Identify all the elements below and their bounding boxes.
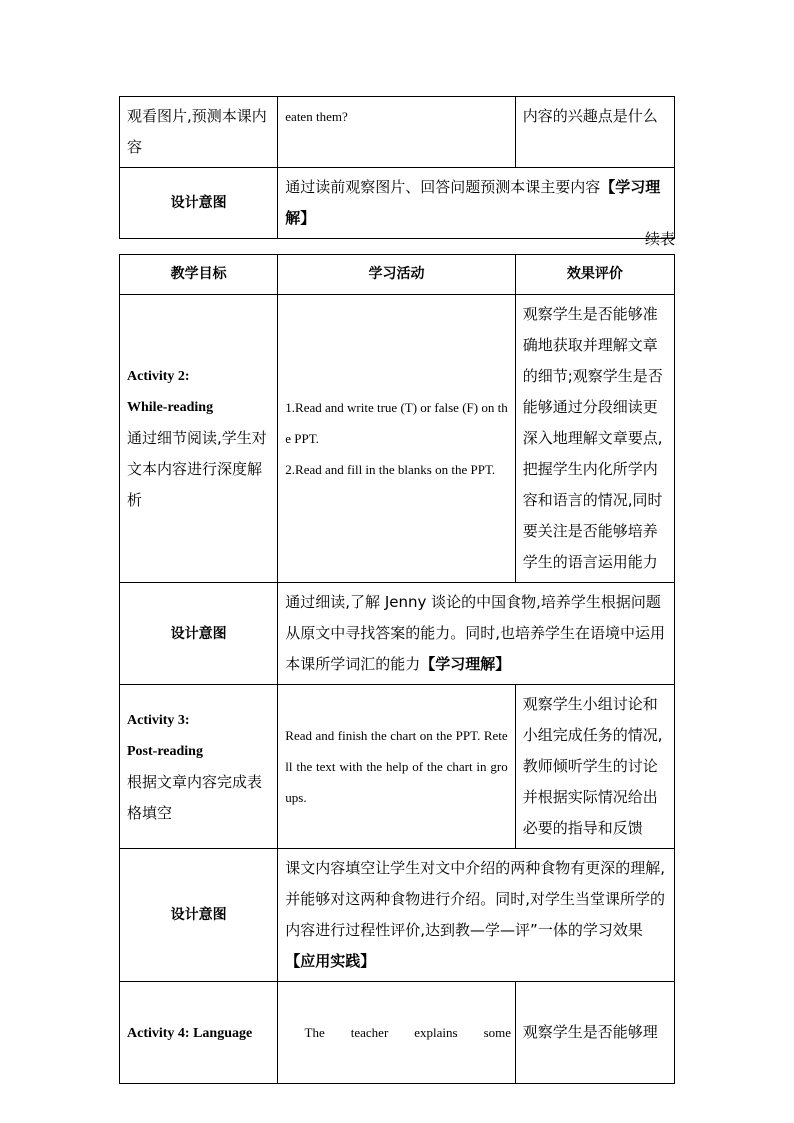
design2-text: 通过细读,了解 Jenny 谈论的中国食物,培养学生根据问题从原文中寻找答案的能力。同时,也培养学生在语境中运用本课所学词汇的能力	[285, 593, 666, 673]
activity2-step2: 2.Read and fill in the blanks on the PPT.	[285, 462, 496, 477]
header-goal: 教学目标	[120, 255, 278, 295]
activity-text: eaten them?	[285, 109, 348, 124]
main-table	[119, 254, 675, 1084]
header-row	[120, 255, 675, 295]
design-label: 设计意图	[170, 195, 227, 211]
design-tag: 【学习理解】	[285, 178, 661, 227]
design2-text-cell	[278, 583, 675, 685]
table-row	[120, 982, 675, 1084]
activity2-activity-cell	[278, 295, 515, 583]
top-table	[119, 96, 675, 239]
table-row	[120, 295, 675, 583]
activity3-title: Activity 3:	[127, 712, 190, 728]
activity4-goal-cell	[120, 982, 278, 1084]
table-row	[120, 685, 675, 849]
continuation-label: 续表	[644, 230, 675, 248]
activity3-goal: 根据文章内容完成表格填空	[127, 772, 263, 822]
design2-tag: 【学习理解】	[420, 655, 511, 673]
activity3-subtitle: Post-reading	[127, 743, 203, 759]
header-activity: 学习活动	[278, 255, 515, 295]
table-row	[120, 583, 675, 685]
activity2-subtitle: While-reading	[127, 400, 214, 415]
activity-cell	[278, 97, 515, 168]
activity4-title: Activity 4: Language	[127, 1025, 253, 1041]
activity2-title: Activity 2:	[127, 369, 190, 384]
header-evaluation: 效果评价	[515, 255, 674, 295]
design3-label: 设计意图	[170, 907, 227, 923]
design-text: 通过读前观察图片、回答问题预测本课主要内容	[285, 178, 601, 196]
activity2-step1: 1.Read and write true (T) or false (F) on the PPT.	[285, 400, 508, 446]
activity3-goal-cell	[120, 685, 278, 849]
activity4-evaluation: 观察学生是否能够理	[522, 1023, 658, 1041]
activity2-evaluation: 观察学生是否能够准确地获取并理解文章的细节;观察学生是否能够通过分段细读更深入地理解文章要点,把握学生内化所学内容和语言的情况,同时要关注是否能够培养学生的语言运用能力	[522, 305, 663, 571]
table-row	[120, 97, 675, 168]
design3-text: 课文内容填空让学生对文中介绍的两种食物有更深的理解,并能够对这两种食物进行介绍。同时,对学生当堂课所学的内容进行过程性评价,达到教—学—评”一体的学习效果	[285, 859, 666, 939]
activity3-evaluation-cell	[515, 685, 674, 849]
activity2-goal-cell	[120, 295, 278, 583]
activity4-evaluation-cell	[515, 982, 674, 1084]
goal-cell	[120, 97, 278, 168]
activity2-goal: 通过细节阅读,学生对文本内容进行深度解析	[127, 429, 267, 509]
activity2-evaluation-cell	[515, 295, 674, 583]
activity3-activity-cell	[278, 685, 515, 849]
design3-label-cell	[120, 849, 278, 982]
activity4-activity: The teacher explains some	[304, 1025, 512, 1040]
goal-text: 观看图片,预测本课内容	[127, 107, 267, 156]
table-row	[120, 849, 675, 982]
evaluation-cell	[515, 97, 674, 168]
design2-label-cell	[120, 583, 278, 685]
activity3-evaluation: 观察学生小组讨论和小组完成任务的情况,教师倾听学生的讨论并根据实际情况给出必要的指导和反馈	[522, 695, 663, 837]
activity3-activity: Read and finish the chart on the PPT. Retell the text with the help of the chart in groups.	[285, 728, 508, 805]
design3-text-cell	[278, 849, 675, 982]
design3-tag: 【应用实践】	[285, 952, 376, 970]
design2-label: 设计意图	[170, 625, 227, 642]
activity4-activity-cell	[278, 982, 515, 1084]
evaluation-text: 内容的兴趣点是什么	[522, 107, 658, 125]
